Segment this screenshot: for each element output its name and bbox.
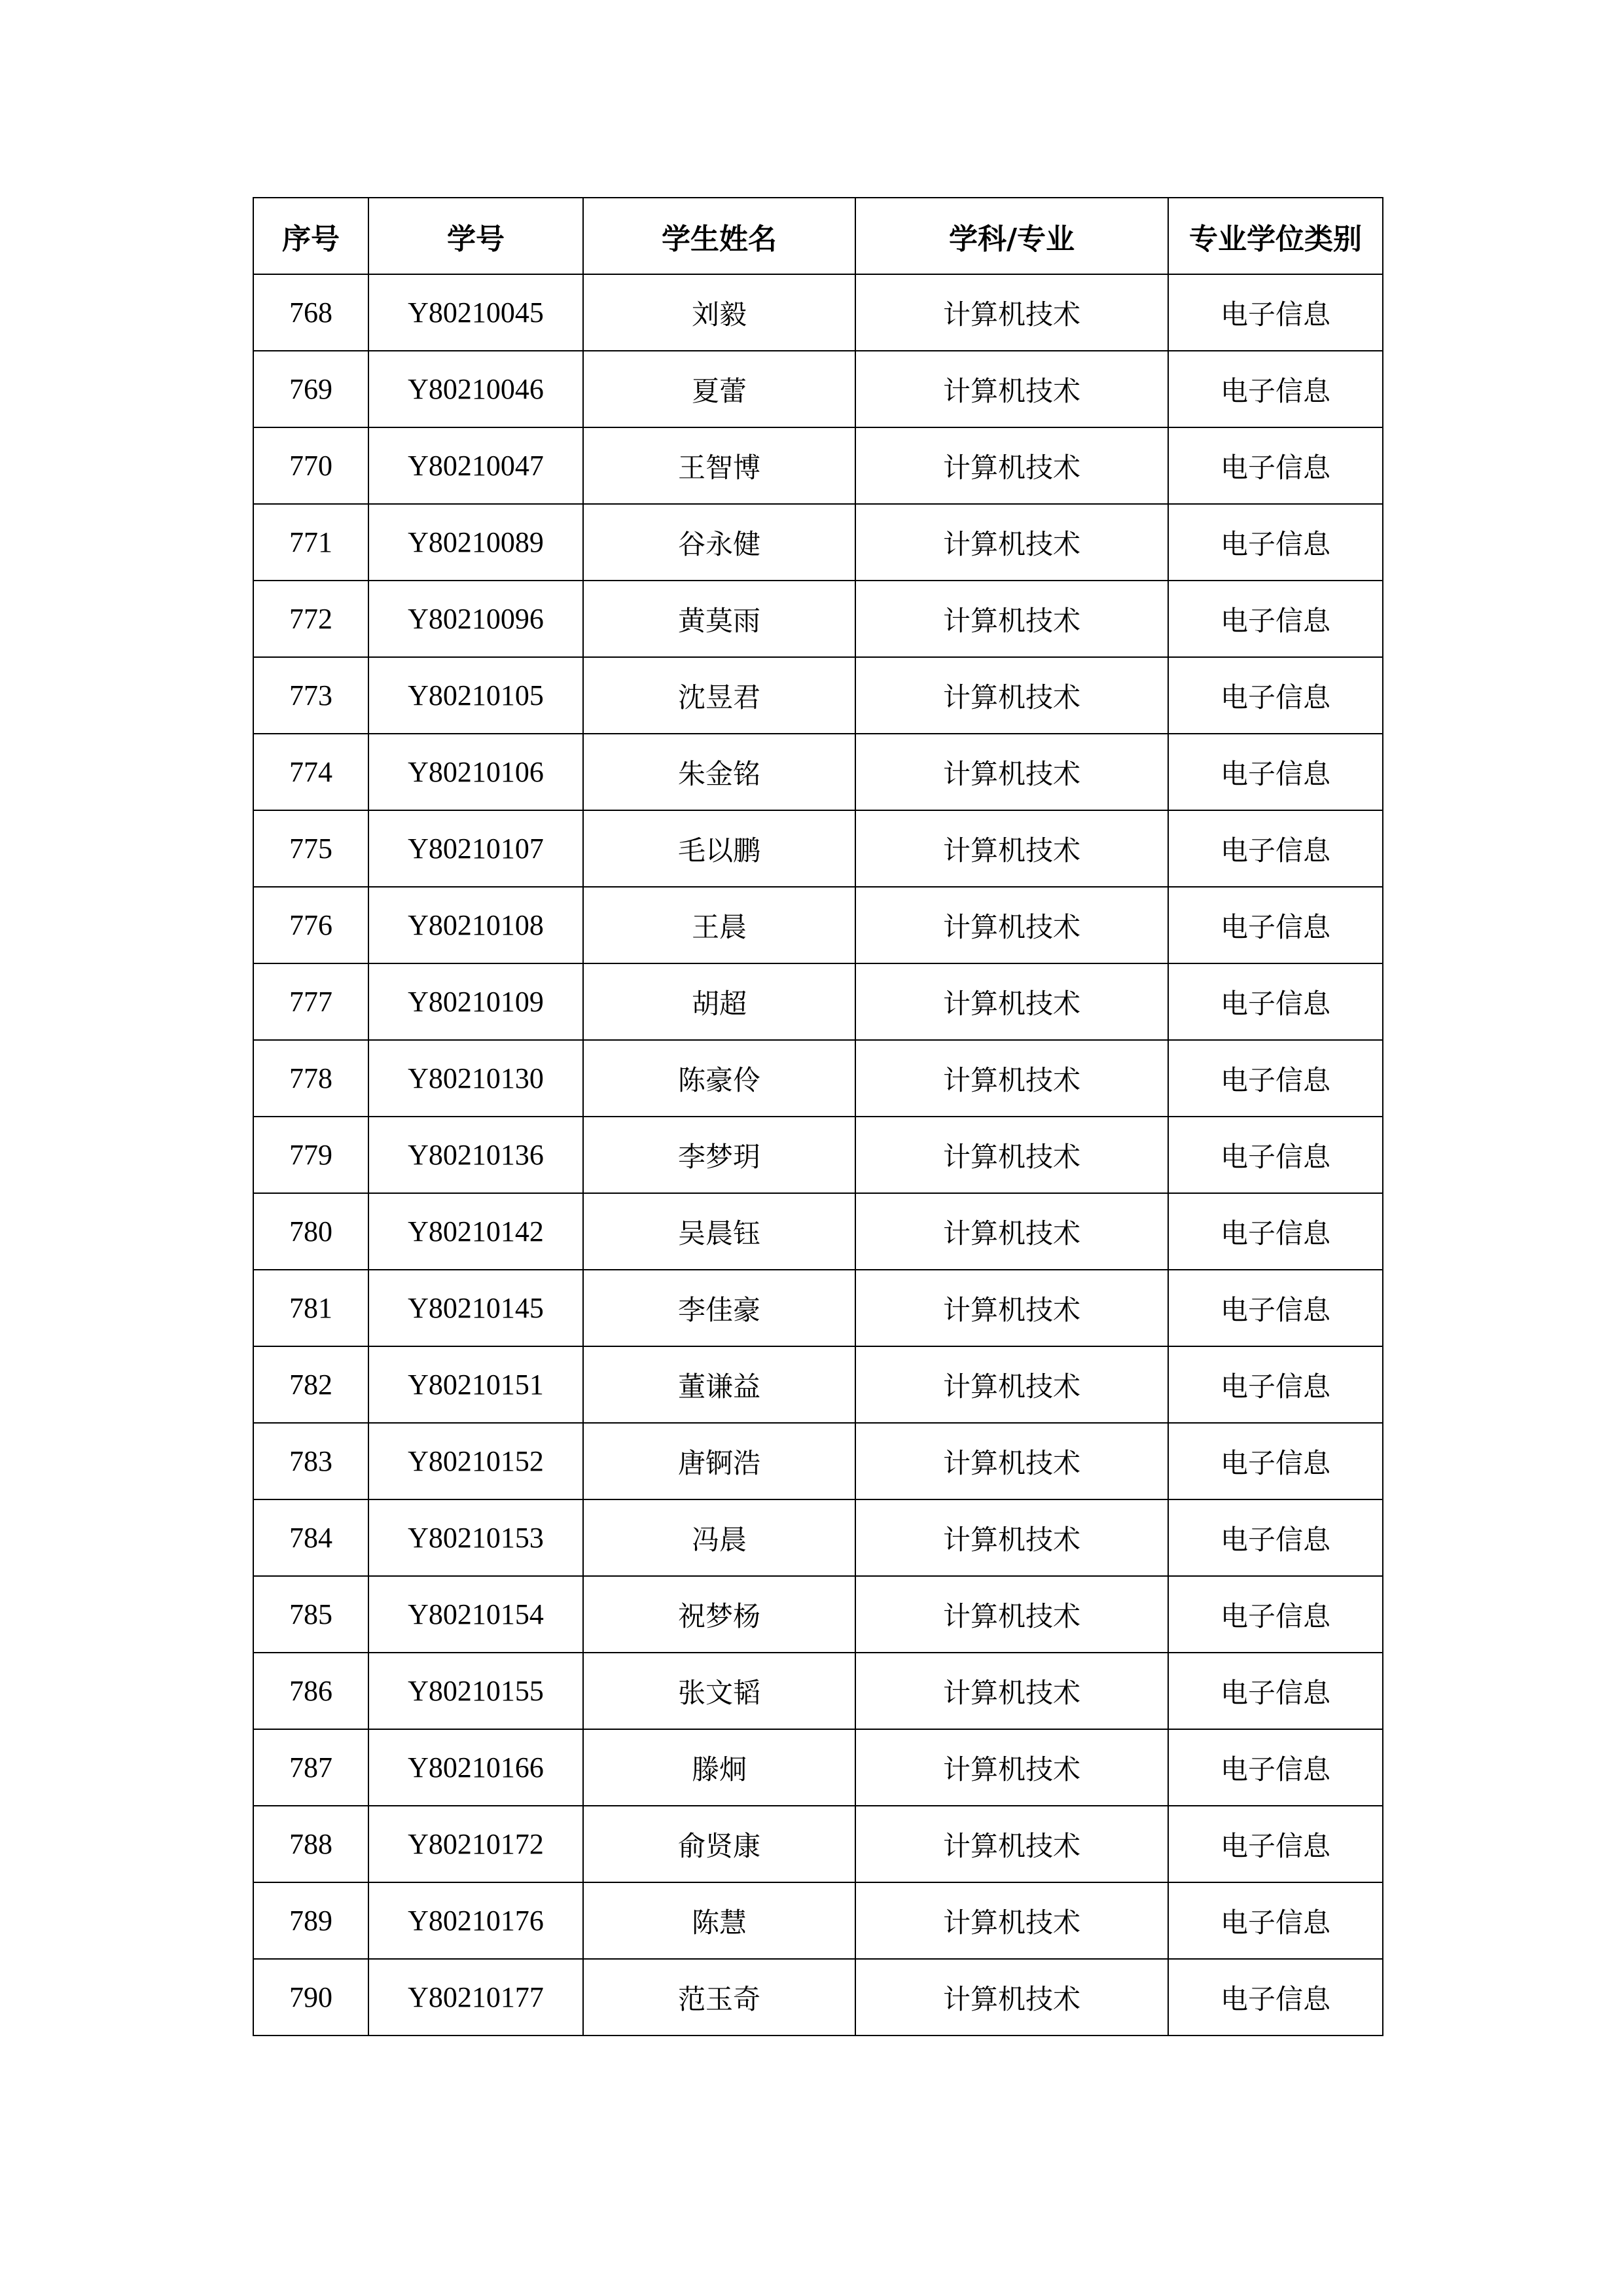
degree-category-cell: 电子信息 [1168,1423,1383,1499]
student-name-cell: 夏蕾 [583,351,855,427]
degree-category-cell: 电子信息 [1168,734,1383,810]
header-serial-number: 序号 [253,198,368,274]
header-student-name: 学生姓名 [583,198,855,274]
degree-category-cell: 电子信息 [1168,427,1383,504]
table-row [253,1499,1383,1576]
serial-number-cell: 780 [253,1193,368,1270]
serial-number-cell: 775 [253,810,368,887]
serial-number-cell: 774 [253,734,368,810]
degree-category-cell: 电子信息 [1168,1576,1383,1653]
student-id-cell: Y80210176 [368,1882,583,1959]
student-id-cell: Y80210108 [368,887,583,963]
student-name-cell: 唐锕浩 [583,1423,855,1499]
table-row [253,1576,1383,1653]
degree-category-cell: 电子信息 [1168,1040,1383,1117]
serial-number-cell: 790 [253,1959,368,2036]
major-cell: 计算机技术 [855,1117,1168,1193]
student-id-cell: Y80210155 [368,1653,583,1729]
student-id-cell: Y80210106 [368,734,583,810]
degree-category-cell: 电子信息 [1168,1270,1383,1346]
student-id-cell: Y80210154 [368,1576,583,1653]
student-name-cell: 陈慧 [583,1882,855,1959]
student-id-cell: Y80210151 [368,1346,583,1423]
major-cell: 计算机技术 [855,1193,1168,1270]
student-name-cell: 黄莫雨 [583,581,855,657]
student-id-cell: Y80210142 [368,1193,583,1270]
student-id-cell: Y80210096 [368,581,583,657]
major-cell: 计算机技术 [855,274,1168,351]
degree-category-cell: 电子信息 [1168,887,1383,963]
major-cell: 计算机技术 [855,1729,1168,1806]
degree-category-cell: 电子信息 [1168,657,1383,734]
degree-category-cell: 电子信息 [1168,1729,1383,1806]
major-cell: 计算机技术 [855,351,1168,427]
student-name-cell: 王智博 [583,427,855,504]
table-row [253,1653,1383,1729]
serial-number-cell: 784 [253,1499,368,1576]
degree-category-cell: 电子信息 [1168,963,1383,1040]
table-row [253,1423,1383,1499]
student-name-cell: 李梦玥 [583,1117,855,1193]
major-cell: 计算机技术 [855,1653,1168,1729]
student-name-cell: 胡超 [583,963,855,1040]
degree-category-cell: 电子信息 [1168,1653,1383,1729]
student-id-cell: Y80210109 [368,963,583,1040]
major-cell: 计算机技术 [855,1423,1168,1499]
serial-number-cell: 788 [253,1806,368,1882]
serial-number-cell: 786 [253,1653,368,1729]
student-name-cell: 范玉奇 [583,1959,855,2036]
major-cell: 计算机技术 [855,581,1168,657]
student-id-cell: Y80210046 [368,351,583,427]
student-roster-table [253,197,1383,2036]
serial-number-cell: 779 [253,1117,368,1193]
table-row [253,1346,1383,1423]
student-name-cell: 刘毅 [583,274,855,351]
table-row [253,504,1383,581]
serial-number-cell: 782 [253,1346,368,1423]
major-cell: 计算机技术 [855,1576,1168,1653]
major-cell: 计算机技术 [855,1959,1168,2036]
degree-category-cell: 电子信息 [1168,1882,1383,1959]
student-id-cell: Y80210166 [368,1729,583,1806]
student-name-cell: 俞贤康 [583,1806,855,1882]
table-row [253,734,1383,810]
serial-number-cell: 785 [253,1576,368,1653]
major-cell: 计算机技术 [855,1346,1168,1423]
table-header-row [253,198,1383,274]
serial-number-cell: 772 [253,581,368,657]
degree-category-cell: 电子信息 [1168,1346,1383,1423]
table-row [253,963,1383,1040]
table-row [253,427,1383,504]
student-id-cell: Y80210089 [368,504,583,581]
serial-number-cell: 770 [253,427,368,504]
serial-number-cell: 778 [253,1040,368,1117]
table-row [253,581,1383,657]
student-name-cell: 张文韬 [583,1653,855,1729]
serial-number-cell: 773 [253,657,368,734]
major-cell: 计算机技术 [855,504,1168,581]
serial-number-cell: 787 [253,1729,368,1806]
student-id-cell: Y80210105 [368,657,583,734]
table-row [253,1882,1383,1959]
serial-number-cell: 789 [253,1882,368,1959]
degree-category-cell: 电子信息 [1168,1193,1383,1270]
student-id-cell: Y80210047 [368,427,583,504]
major-cell: 计算机技术 [855,887,1168,963]
major-cell: 计算机技术 [855,963,1168,1040]
student-name-cell: 祝梦杨 [583,1576,855,1653]
major-cell: 计算机技术 [855,1499,1168,1576]
student-id-cell: Y80210130 [368,1040,583,1117]
student-name-cell: 朱金铭 [583,734,855,810]
student-id-cell: Y80210177 [368,1959,583,2036]
degree-category-cell: 电子信息 [1168,351,1383,427]
major-cell: 计算机技术 [855,1806,1168,1882]
table-row [253,1040,1383,1117]
degree-category-cell: 电子信息 [1168,1117,1383,1193]
student-id-cell: Y80210045 [368,274,583,351]
degree-category-cell: 电子信息 [1168,810,1383,887]
table-row [253,1193,1383,1270]
student-id-cell: Y80210153 [368,1499,583,1576]
header-student-id: 学号 [368,198,583,274]
student-name-cell: 滕炯 [583,1729,855,1806]
degree-category-cell: 电子信息 [1168,581,1383,657]
student-name-cell: 董谦益 [583,1346,855,1423]
degree-category-cell: 电子信息 [1168,1806,1383,1882]
serial-number-cell: 777 [253,963,368,1040]
major-cell: 计算机技术 [855,810,1168,887]
major-cell: 计算机技术 [855,1270,1168,1346]
student-id-cell: Y80210136 [368,1117,583,1193]
serial-number-cell: 771 [253,504,368,581]
major-cell: 计算机技术 [855,427,1168,504]
student-id-cell: Y80210172 [368,1806,583,1882]
student-name-cell: 陈豪伶 [583,1040,855,1117]
student-name-cell: 吴晨钰 [583,1193,855,1270]
serial-number-cell: 783 [253,1423,368,1499]
serial-number-cell: 768 [253,274,368,351]
student-name-cell: 李佳豪 [583,1270,855,1346]
student-name-cell: 毛以鹏 [583,810,855,887]
serial-number-cell: 781 [253,1270,368,1346]
major-cell: 计算机技术 [855,734,1168,810]
student-name-cell: 沈昱君 [583,657,855,734]
table-row [253,1270,1383,1346]
table-row [253,274,1383,351]
student-name-cell: 谷永健 [583,504,855,581]
table-row [253,1729,1383,1806]
student-id-cell: Y80210145 [368,1270,583,1346]
table-row [253,351,1383,427]
table-row [253,810,1383,887]
major-cell: 计算机技术 [855,1040,1168,1117]
serial-number-cell: 776 [253,887,368,963]
serial-number-cell: 769 [253,351,368,427]
degree-category-cell: 电子信息 [1168,274,1383,351]
student-name-cell: 王晨 [583,887,855,963]
degree-category-cell: 电子信息 [1168,504,1383,581]
table-row [253,887,1383,963]
major-cell: 计算机技术 [855,1882,1168,1959]
degree-category-cell: 电子信息 [1168,1499,1383,1576]
header-discipline-major: 学科/专业 [855,198,1168,274]
student-id-cell: Y80210107 [368,810,583,887]
table-row [253,1117,1383,1193]
table-row [253,657,1383,734]
table-body [253,274,1383,2036]
table-row [253,1806,1383,1882]
header-degree-category: 专业学位类别 [1168,198,1383,274]
student-id-cell: Y80210152 [368,1423,583,1499]
table-row [253,1959,1383,2036]
major-cell: 计算机技术 [855,657,1168,734]
student-name-cell: 冯晨 [583,1499,855,1576]
degree-category-cell: 电子信息 [1168,1959,1383,2036]
